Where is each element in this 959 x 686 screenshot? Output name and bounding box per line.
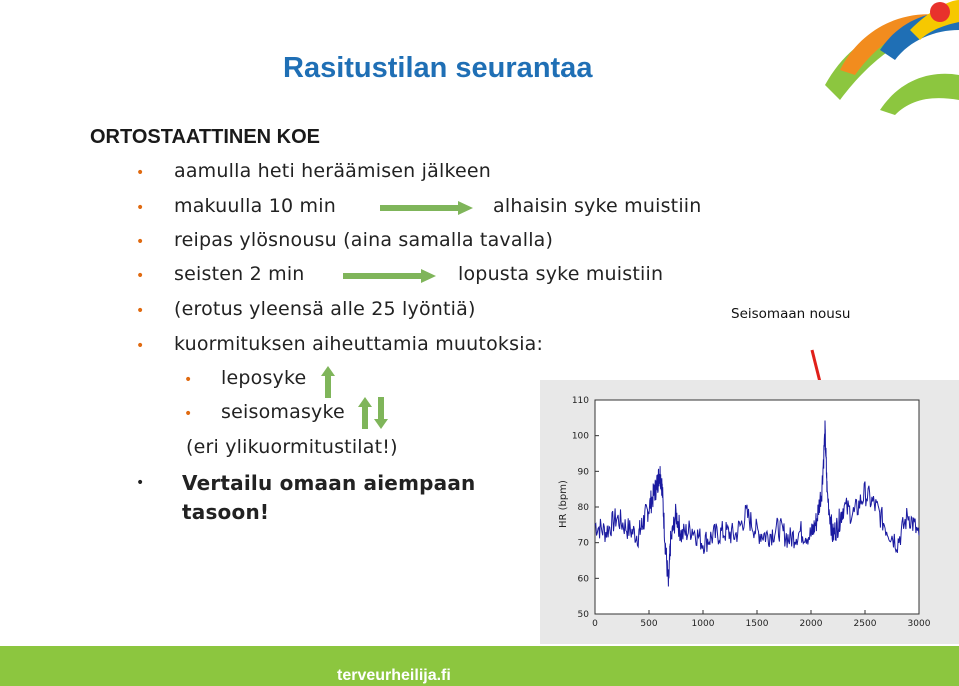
- y-tick-label: 90: [577, 467, 589, 478]
- sub-bullet-dot: •: [184, 406, 193, 422]
- bullet-text: makuulla 10 min: [174, 195, 336, 217]
- y-axis-label: HR (bpm): [558, 480, 569, 528]
- y-tick-label: 80: [577, 503, 589, 513]
- bullet-dot: •: [136, 234, 145, 250]
- bullet-text: aamulla heti heräämisen jälkeen: [174, 160, 492, 182]
- bullet-dot: •: [136, 338, 145, 354]
- terveurheilija-logo: [820, 0, 959, 115]
- up-down-arrows-icon: [358, 397, 388, 429]
- chart-panel: [540, 380, 959, 644]
- y-tick-label: 70: [577, 538, 589, 549]
- y-tick-label: 110: [571, 396, 589, 406]
- comparison-line-2: tasoon!: [182, 500, 270, 524]
- section-title: ORTOSTAATTINEN KOE: [90, 126, 320, 148]
- page-title: Rasitustilan seurantaa: [283, 52, 593, 84]
- note-text: (eri ylikuormitustilat!): [186, 436, 398, 458]
- chart-annotation: Seisomaan nousu: [731, 306, 851, 322]
- sub-bullet-text: seisomasyke: [221, 401, 345, 423]
- x-tick-label: 500: [640, 619, 658, 629]
- bullet-dot: •: [136, 303, 145, 319]
- sub-bullet-dot: •: [184, 372, 193, 388]
- y-tick-label: 100: [571, 431, 589, 442]
- up-arrow-icon: [321, 366, 335, 398]
- hr-chart: [540, 380, 959, 644]
- right-arrow-icon: [380, 201, 473, 215]
- bullet-dot: •: [136, 165, 145, 181]
- bullet-dot: •: [136, 475, 145, 491]
- y-tick-label: 50: [577, 610, 589, 620]
- bullet-text: reipas ylösnousu (aina samalla tavalla): [174, 229, 554, 251]
- bullet-dot: •: [136, 200, 145, 216]
- footer-bar: [0, 646, 959, 686]
- sub-bullet-text: leposyke: [221, 367, 307, 389]
- footer-site-link[interactable]: terveurheilija.fi: [337, 667, 451, 684]
- bullet-text: kuormituksen aiheuttamia muutoksia:: [174, 333, 544, 355]
- x-tick-label: 1500: [745, 619, 769, 629]
- x-tick-label: 2500: [853, 619, 877, 629]
- comparison-line-1: Vertailu omaan aiempaan: [182, 471, 476, 495]
- bullet-text: (erotus yleensä alle 25 lyöntiä): [174, 298, 476, 320]
- bullet-result: alhaisin syke muistiin: [493, 195, 702, 217]
- x-tick-label: 1000: [691, 619, 715, 629]
- right-arrow-icon: [343, 269, 436, 283]
- bullet-result: lopusta syke muistiin: [458, 263, 664, 285]
- x-tick-label: 2000: [799, 619, 823, 629]
- x-tick-label: 0: [592, 619, 598, 629]
- x-tick-label: 3000: [907, 619, 931, 629]
- y-tick-label: 60: [577, 574, 589, 585]
- bullet-text: seisten 2 min: [174, 263, 305, 285]
- bullet-dot: •: [136, 268, 145, 284]
